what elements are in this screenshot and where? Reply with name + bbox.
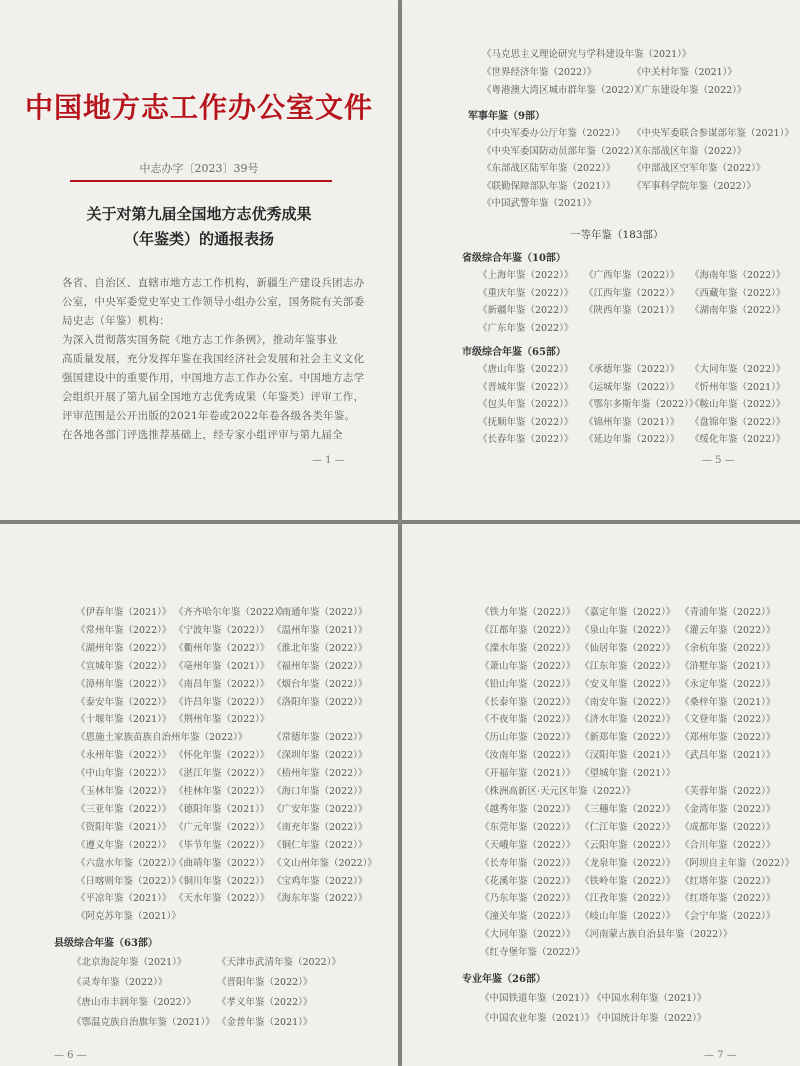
yearbook-entry: 《铁岭年鉴（2022）》 bbox=[580, 875, 676, 887]
yearbook-entry: 《马克思主义理论研究与学科建设年鉴（2021）》 bbox=[482, 49, 692, 60]
yearbook-entry: 《新郑年鉴（2022）》 bbox=[580, 732, 676, 744]
yearbook-entry: 《铅山年鉴（2022）》 bbox=[480, 678, 576, 690]
yearbook-entry: 《龙泉年鉴（2022）》 bbox=[580, 857, 676, 869]
notice-title-line2: （年鉴类）的通报表扬 bbox=[123, 230, 274, 248]
yearbook-entry: 《中央军委国防动员部年鉴（2022）》 bbox=[482, 145, 644, 157]
yearbook-entry: 《宝鸡年鉴（2022）》 bbox=[272, 875, 368, 887]
yearbook-entry: 《漳州年鉴（2022）》 bbox=[76, 678, 172, 690]
yearbook-entry: 《灌云年鉴（2022）》 bbox=[680, 624, 776, 636]
yearbook-entry: 《三亚年鉴（2022）》 bbox=[76, 803, 172, 815]
yearbook-entry: 《红寺堡年鉴（2022）》 bbox=[480, 947, 585, 959]
page-number: — 5 — bbox=[702, 455, 735, 466]
yearbook-entry: 《常州年鉴（2022）》 bbox=[76, 624, 172, 636]
yearbook-entry: 《中央军委联合参谋部年鉴（2021）》 bbox=[632, 128, 794, 139]
yearbook-entry: 《不夜年鉴（2022）》 bbox=[480, 714, 576, 726]
red-divider bbox=[70, 180, 332, 182]
yearbook-entry: 《溧水年鉴（2022）》 bbox=[480, 642, 576, 654]
yearbook-entry: 《济水年鉴（2022）》 bbox=[580, 714, 676, 726]
yearbook-entry: 《开福年鉴（2021）》 bbox=[480, 768, 576, 780]
page-7 bbox=[402, 524, 800, 1066]
yearbook-entry: 《铁力年鉴（2022）》 bbox=[480, 607, 576, 618]
yearbook-entry: 《海口年鉴（2022）》 bbox=[272, 786, 368, 797]
yearbook-entry: 《抚顺年鉴（2022）》 bbox=[478, 416, 574, 428]
yearbook-entry: 《毕节年鉴（2022）》 bbox=[174, 839, 270, 851]
yearbook-entry: 《天峨年鉴（2022）》 bbox=[480, 839, 576, 851]
yearbook-entry: 《新疆年鉴（2022）》 bbox=[478, 305, 574, 316]
yearbook-entry: 《青浦年鉴（2022）》 bbox=[680, 607, 776, 618]
yearbook-entry: 《文登年鉴（2022）》 bbox=[680, 714, 776, 726]
yearbook-entry: 《嘉定年鉴（2022）》 bbox=[580, 607, 676, 618]
yearbook-entry: 《承德年鉴（2022）》 bbox=[584, 364, 680, 375]
yearbook-entry: 《余杭年鉴（2022）》 bbox=[680, 642, 776, 654]
yearbook-entry: 《江都年鉴（2022）》 bbox=[480, 624, 576, 636]
body-line: 在各地各部门评选推荐基础上，经专家小组评审与第九届全 bbox=[62, 429, 343, 441]
yearbook-entry: 《深圳年鉴（2022）》 bbox=[272, 750, 368, 762]
yearbook-entry: 《晋阳年鉴（2022）》 bbox=[217, 977, 313, 988]
yearbook-entry: 《海东年鉴（2022）》 bbox=[272, 893, 368, 905]
yearbook-entry: 《运城年鉴（2022）》 bbox=[584, 381, 680, 393]
yearbook-entry: 《包头年鉴（2022）》 bbox=[478, 399, 574, 410]
yearbook-entry: 《中国铁道年鉴（2021）》 bbox=[480, 993, 595, 1004]
yearbook-entry: 《衢州年鉴（2022）》 bbox=[174, 642, 270, 654]
yearbook-entry: 《广西年鉴（2022）》 bbox=[584, 270, 680, 281]
yearbook-entry: 《广安年鉴（2022）》 bbox=[272, 803, 368, 815]
yearbook-entry: 《江西年鉴（2022）》 bbox=[584, 287, 680, 299]
yearbook-entry: 《云阳年鉴（2022）》 bbox=[580, 839, 676, 851]
yearbook-entry: 《桂林年鉴（2022）》 bbox=[174, 786, 270, 797]
yearbook-entry: 《大同年鉴（2022）》 bbox=[690, 364, 786, 375]
yearbook-entry: 《红塔年鉴（2022）》 bbox=[680, 893, 776, 905]
yearbook-entry: 《资阳年鉴（2021）》 bbox=[76, 821, 172, 833]
yearbook-entry: 《越秀年鉴（2022）》 bbox=[480, 803, 576, 815]
yearbook-entry: 《梧州年鉴（2022）》 bbox=[272, 768, 368, 780]
yearbook-entry: 《金普年鉴（2021）》 bbox=[217, 1017, 313, 1028]
yearbook-entry: 《孝义年鉴（2022）》 bbox=[217, 997, 313, 1008]
yearbook-entry: 《永定年鉴（2022）》 bbox=[680, 678, 776, 690]
yearbook-entry: 《淮北年鉴（2022）》 bbox=[272, 642, 368, 654]
yearbook-entry: 《唐山年鉴（2022）》 bbox=[478, 364, 574, 375]
yearbook-entry: 《烟台年鉴（2022）》 bbox=[272, 678, 368, 690]
yearbook-entry: 《广东建设年鉴（2022）》 bbox=[632, 85, 747, 96]
yearbook-entry: 《南安年鉴（2022）》 bbox=[580, 696, 676, 708]
yearbook-entry: 《东部战区陆军年鉴（2022）》 bbox=[482, 163, 616, 174]
yearbook-entry: 《铜仁年鉴（2022）》 bbox=[272, 839, 368, 851]
yearbook-entry: 《中部战区空军年鉴（2022）》 bbox=[632, 163, 766, 174]
yearbook-entry: 《联勤保障部队年鉴（2021）》 bbox=[482, 180, 616, 192]
yearbook-entry: 《芙蓉年鉴（2022）》 bbox=[680, 786, 776, 797]
yearbook-entry: 《东部战区年鉴（2022）》 bbox=[632, 145, 747, 157]
yearbook-entry: 《阿坝自主年鉴（2022）》 bbox=[680, 857, 795, 869]
yearbook-entry: 《桑梓年鉴（2021）》 bbox=[680, 696, 776, 708]
document-number: 中志办字〔2023〕39号 bbox=[139, 162, 259, 175]
yearbook-entry: 《军事科学院年鉴（2022）》 bbox=[632, 180, 756, 192]
yearbook-entry: 《鄂温克族自治旗年鉴（2021）》 bbox=[72, 1017, 215, 1028]
special-header: 专业年鉴（26部） bbox=[462, 974, 546, 985]
yearbook-entry: 《玉林年鉴（2022）》 bbox=[76, 786, 172, 797]
yearbook-entry: 《灵寿年鉴（2022）》 bbox=[72, 977, 168, 988]
body-line: 公室，中央军委党史军史工作领导小组办公室，国务院有关部委 bbox=[62, 296, 365, 308]
yearbook-entry: 《绥化年鉴（2022）》 bbox=[690, 434, 786, 445]
yearbook-entry: 《会宁年鉴（2022）》 bbox=[680, 911, 776, 923]
yearbook-entry: 《伊春年鉴（2021）》 bbox=[76, 607, 172, 618]
yearbook-entry: 《南充年鉴（2022）》 bbox=[272, 821, 368, 833]
yearbook-entry: 《长春年鉴（2022）》 bbox=[478, 434, 574, 445]
body-line: 会组织开展了第九届全国地方志优秀成果（年鉴类）评审工作， bbox=[62, 391, 365, 403]
yearbook-entry: 《晋城年鉴（2022）》 bbox=[478, 381, 574, 393]
yearbook-entry: 《西藏年鉴（2022）》 bbox=[690, 287, 786, 299]
provincial-header: 省级综合年鉴（10部） bbox=[462, 253, 566, 264]
yearbook-entry: 《温州年鉴（2021）》 bbox=[272, 624, 368, 636]
yearbook-entry: 《六盘水年鉴（2022）》 bbox=[76, 857, 181, 869]
yearbook-entry: 《铜川年鉴（2022）》 bbox=[174, 875, 270, 887]
yearbook-entry: 《中国水利年鉴（2021）》 bbox=[592, 993, 707, 1004]
yearbook-entry: 《广东年鉴（2022）》 bbox=[478, 322, 574, 334]
yearbook-entry: 《长泰年鉴（2022）》 bbox=[480, 696, 576, 708]
yearbook-entry: 《延边年鉴（2022）》 bbox=[584, 434, 680, 445]
yearbook-entry: 《南通年鉴（2022）》 bbox=[272, 607, 368, 618]
yearbook-entry: 《中国农业年鉴（2021）》 bbox=[480, 1013, 595, 1024]
yearbook-entry: 《浒墅年鉴（2021）》 bbox=[680, 660, 776, 672]
yearbook-entry: 《德阳年鉴（2021）》 bbox=[174, 803, 270, 815]
yearbook-entry: 《亳州年鉴（2021）》 bbox=[174, 660, 270, 672]
yearbook-entry: 《湖南年鉴（2022）》 bbox=[690, 305, 786, 316]
yearbook-entry: 《北京海淀年鉴（2021）》 bbox=[72, 957, 187, 968]
page-number: — 6 — bbox=[54, 1050, 87, 1061]
yearbook-entry: 《潼关年鉴（2022）》 bbox=[480, 911, 576, 923]
yearbook-entry: 《泉山年鉴（2022）》 bbox=[580, 624, 676, 636]
yearbook-entry: 《锦州年鉴（2021）》 bbox=[584, 416, 680, 428]
yearbook-entry: 《天水年鉴（2022）》 bbox=[174, 893, 270, 905]
yearbook-entry: 《盘锦年鉴（2022）》 bbox=[690, 416, 786, 428]
yearbook-entry: 《怀化年鉴（2022）》 bbox=[174, 750, 270, 762]
yearbook-entry: 《阿克苏年鉴（2021）》 bbox=[76, 911, 181, 923]
yearbook-entry: 《三穗年鉴（2022）》 bbox=[580, 803, 676, 815]
yearbook-entry: 《广元年鉴（2022）》 bbox=[174, 821, 270, 833]
yearbook-entry: 《中央军委办公厅年鉴（2022）》 bbox=[482, 128, 625, 139]
yearbook-entry: 《中山年鉴（2022）》 bbox=[76, 768, 172, 780]
yearbook-entry: 《乃东年鉴（2022）》 bbox=[480, 893, 576, 905]
yearbook-entry: 《平凉年鉴（2021）》 bbox=[76, 893, 172, 905]
yearbook-entry: 《成都年鉴（2022）》 bbox=[680, 821, 776, 833]
yearbook-entry: 《重庆年鉴（2022）》 bbox=[478, 287, 574, 299]
body-line: 局史志（年鉴）机构： bbox=[62, 315, 170, 327]
yearbook-entry: 《长寿年鉴（2022）》 bbox=[480, 857, 576, 869]
notice-title-line1: 关于对第九届全国地方志优秀成果 bbox=[86, 205, 312, 223]
yearbook-entry: 《大同年鉴（2022）》 bbox=[480, 929, 576, 941]
yearbook-entry: 《湖州年鉴（2022）》 bbox=[76, 642, 172, 654]
yearbook-entry: 《遵义年鉴（2022）》 bbox=[76, 839, 172, 851]
page-number: — 1 — bbox=[312, 455, 345, 466]
yearbook-entry: 《武昌年鉴（2021）》 bbox=[680, 750, 776, 762]
yearbook-entry: 《郑州年鉴（2022）》 bbox=[680, 732, 776, 744]
yearbook-entry: 《中关村年鉴（2021）》 bbox=[632, 67, 737, 78]
yearbook-entry: 《望城年鉴（2021）》 bbox=[580, 768, 676, 780]
yearbook-entry: 《东莞年鉴（2022）》 bbox=[480, 821, 576, 833]
yearbook-entry: 《鞍山年鉴（2022）》 bbox=[690, 399, 786, 410]
yearbook-entry: 《汉阳年鉴（2021）》 bbox=[580, 750, 676, 762]
yearbook-entry: 《岐山年鉴（2022）》 bbox=[580, 911, 676, 923]
yearbook-entry: 《泰安年鉴（2022）》 bbox=[76, 696, 172, 708]
yearbook-entry: 《永州年鉴（2022）》 bbox=[76, 750, 172, 762]
yearbook-entry: 《红塔年鉴（2022）》 bbox=[680, 875, 776, 887]
yearbook-entry: 《株洲高新区·天元区年鉴（2022）》 bbox=[480, 786, 636, 797]
yearbook-entry: 《曲靖年鉴（2022）》 bbox=[174, 857, 270, 869]
yearbook-entry: 《中国武警年鉴（2021）》 bbox=[482, 198, 597, 209]
yearbook-entry: 《恩施土家族苗族自治州年鉴（2022）》 bbox=[76, 732, 248, 744]
yearbook-entry: 《江孜年鉴（2022）》 bbox=[580, 893, 676, 905]
yearbook-entry: 《金湾年鉴（2022）》 bbox=[680, 803, 776, 815]
yearbook-entry: 《常德年鉴（2022）》 bbox=[272, 732, 368, 744]
yearbook-entry: 《洛阳年鉴（2022）》 bbox=[272, 696, 368, 708]
yearbook-entry: 《仁江年鉴（2022）》 bbox=[580, 821, 676, 833]
yearbook-entry: 《荆州年鉴（2022）》 bbox=[174, 714, 270, 726]
yearbook-entry: 《上海年鉴（2022）》 bbox=[478, 270, 574, 281]
page-5 bbox=[402, 0, 800, 520]
yearbook-entry: 《天津市武清年鉴（2022）》 bbox=[217, 957, 341, 968]
body-line: 为深入贯彻落实国务院《地方志工作条例》，推动年鉴事业 bbox=[62, 334, 338, 346]
yearbook-entry: 《江东年鉴（2022）》 bbox=[580, 660, 676, 672]
first-prize-header: 一等年鉴（183部） bbox=[570, 229, 664, 241]
municipal-header: 市级综合年鉴（65部） bbox=[462, 347, 566, 358]
body-line: 高质量发展，充分发挥年鉴在我国经济社会发展和社会主义文化 bbox=[62, 353, 365, 365]
yearbook-entry: 《粤港澳大湾区城市群年鉴（2022）》 bbox=[482, 85, 644, 96]
yearbook-entry: 《中国统计年鉴（2022）》 bbox=[592, 1013, 707, 1024]
yearbook-entry: 《宁波年鉴（2022）》 bbox=[174, 624, 270, 636]
yearbook-entry: 《十堰年鉴（2021）》 bbox=[76, 714, 172, 726]
yearbook-entry: 《仙居年鉴（2022）》 bbox=[580, 642, 676, 654]
yearbook-entry: 《河南蒙古族自治县年鉴（2022）》 bbox=[580, 929, 733, 941]
body-line: 强国建设中的重要作用，中国地方志工作办公室、中国地方志学 bbox=[62, 372, 365, 384]
yearbook-entry: 《海南年鉴（2022）》 bbox=[690, 270, 786, 281]
page-number: — 7 — bbox=[704, 1050, 737, 1061]
body-line: 各省、自治区、直辖市地方志工作机构，新疆生产建设兵团志办 bbox=[62, 277, 365, 289]
yearbook-entry: 《鄂尔多斯年鉴（2022）》 bbox=[584, 399, 699, 410]
yearbook-entry: 《萧山年鉴（2022）》 bbox=[480, 660, 576, 672]
yearbook-entry: 《福州年鉴（2022）》 bbox=[272, 660, 368, 672]
yearbook-entry: 《日喀则年鉴（2022）》 bbox=[76, 875, 181, 887]
body-line: 评审范围是公开出版的2021年卷或2022年卷各级各类年鉴。 bbox=[62, 410, 356, 422]
yearbook-entry: 《唐山市丰润年鉴（2022）》 bbox=[72, 997, 196, 1008]
page-6 bbox=[0, 524, 398, 1066]
yearbook-entry: 《南昌年鉴（2022）》 bbox=[174, 678, 270, 690]
yearbook-entry: 《合川年鉴（2022）》 bbox=[680, 839, 776, 851]
yearbook-entry: 《宣城年鉴（2022）》 bbox=[76, 660, 172, 672]
yearbook-entry: 《历山年鉴（2022）》 bbox=[480, 732, 576, 744]
yearbook-entry: 《文山州年鉴（2022）》 bbox=[272, 857, 377, 869]
yearbook-entry: 《忻州年鉴（2021）》 bbox=[690, 381, 786, 393]
page-1 bbox=[0, 0, 398, 520]
yearbook-entry: 《花溪年鉴（2022）》 bbox=[480, 875, 576, 887]
yearbook-entry: 《陕西年鉴（2021）》 bbox=[584, 305, 680, 316]
yearbook-entry: 《安义年鉴（2022）》 bbox=[580, 678, 676, 690]
county-header: 县级综合年鉴（63部） bbox=[54, 938, 158, 949]
yearbook-entry: 《齐齐哈尔年鉴（2022）》 bbox=[174, 607, 289, 618]
yearbook-entry: 《汝南年鉴（2022）》 bbox=[480, 750, 576, 762]
military-header: 军事年鉴（9部） bbox=[468, 111, 545, 122]
yearbook-entry: 《湛江年鉴（2022）》 bbox=[174, 768, 270, 780]
yearbook-entry: 《许昌年鉴（2022）》 bbox=[174, 696, 270, 708]
document-title: 中国地方志工作办公室文件 bbox=[24, 91, 373, 124]
yearbook-entry: 《世界经济年鉴（2022）》 bbox=[482, 67, 597, 78]
